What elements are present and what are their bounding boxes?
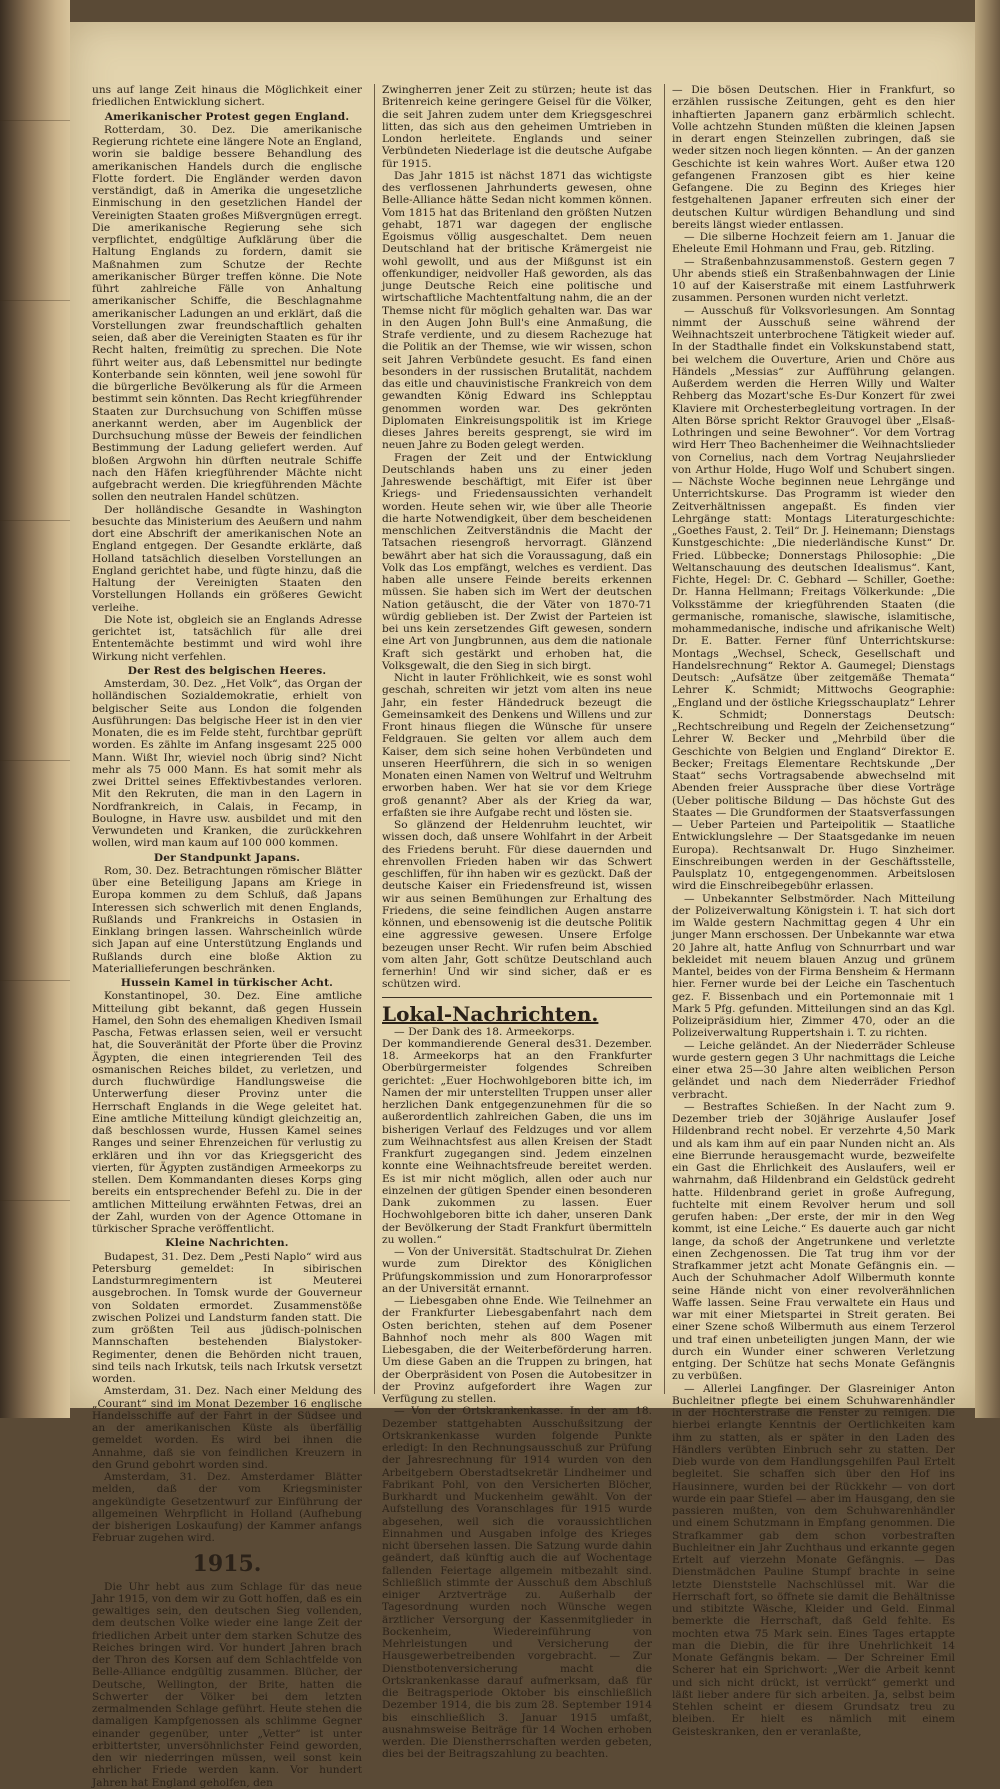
article-paragraph: — Straßenbahnzusammenstoß. Gestern gegen 7 Uhr abends stieß ein Straßenbahnwagen der Linie 10 auf der Kaiserstraße mit einem Lastfuhrwerk zusammen. Personen wurden nicht verletzt. <box>672 255 955 305</box>
article-heading: Der Rest des belgischen Heeres. <box>127 664 327 677</box>
column-divider <box>374 84 375 1394</box>
article-paragraph: Budapest, 31. Dez. Dem „Pesti Naplo“ wird aus Petersburg gemeldet: In sibirischen Landsturmregimentern ist Meuterei ausgebrochen. In Tomsk wurde der Gouverneur von Soldaten ermordet. Zusammenstöße zwischen Polizei und Landsturm fanden statt. Die zum größten Teil aus jüdisch-polnischen Mannschaften bestehenden Bialystoker-Regimenter, denen die Behörden nicht trauen, sind teils nach Irkutsk, teils nach Irkutsk versetzt worden. <box>92 1250 362 1385</box>
article-paragraph: Die Uhr hebt aus zum Schlage für das neue Jahr 1915, von dem wir zu Gott hoffen, daß es ein gewaltiges sein, den deutschen Sieg vollenden, dem deutschen Volke wieder eine lange Zeit der friedlichen Arbeit unter dem starken Schutze des Reiches bringen wird. Vor hundert Jahren brach der Thron des Korsen auf dem Schlachtfelde von Belle-Alliance endgültig zusammen. Blücher, der Deutsche, Wellington, der Brite, hatten die Schwerter der Völker bei dem letzten zermalmenden Schlage geführt. Heute stehen die damaligen Kampfgenossen als schlimme Gegner einander gegenüber, unter „Vetter“ ist unter erbittertster, unversöhnlichster Feind geworden, den wir niederringen müssen, weil sonst kein ehrlicher Friede werden kann. Vor hundert Jahren hat England geholfen, den <box>92 1580 362 1789</box>
article-paragraph: Konstantinopel, 30. Dez. Eine amtliche Mitteilung gibt bekannt, daß gegen Hussein Hamel, den Sohn des ehemaligen Khediven Ismail Pascha, Fetwas erlassen seien, weil er versucht hat, die Souveränität der Pforte über die Provinz Ägypten, die einen integrierenden Teil des osmanischen Reiches bildet, zu verletzen, und durch fluchwürdige Handlungsweise die Unterwerfung dieser Provinz unter die Herrschaft Englands in die Wege geleitet hat. Eine amtliche Mitteilung kündigt gleichzeitig an, daß beschlossen wurde, Hussen Kamel seines Ranges und seiner Ehrenzeichen für verlustig zu erklären und ihn vor das Kriegsgericht des vierten, für Ägypten zuständigen Armeekorps zu stellen. Dem Kommandanten dieses Korps ging bereits ein entsprechender Befehl zu. Die in der amtlichen Mitteilung erwähnten Fetwas, drei an der Zahl, wurden von der Agence Ottomane in türkischer Sprache veröffentlicht. <box>92 990 362 1235</box>
article-paragraph: — Von der Ortskrankenkasse. In der am 18. Dezember stattgehabten Ausschußsitzung der Ortskrankenkasse wurden folgende Punkte erledigt: In den Rechnungsausschuß zur Prüfung der Jahresrechnung für 1914 wurden von den Arbeitgebern Oberstadtsekretär Lindheimer und Fabrikant Pohl, von den Versicherten Blöcher, Burkhardt und Muckenheim gewählt. Von der Aufstellung des Voranschlages für 1915 wurde abgesehen, weil sich die voraussichtlichen Einnahmen und Ausgaben infolge des Krieges nicht übersehen lassen. Die Satzung wurde dahin geändert, daß künftig auch die auf Wochentage fallenden Feiertage allgemein mitbezahlt sind. Schließlich stimmte der Ausschuß dem Abschluß einiger Arztverträge zu. Außerhalb der Tagesordnung wurden noch Wünsche wegen ärztlicher Versorgung der Kassenmitglieder in Bockenheim, Wiedereinführung von Mehrleistungen und Versicherung der Hausgewerbetreibenden vorgebracht. — Zur Dienstbotenversicherung macht die Ortskrankenkasse darauf aufmerksam, daß für die Beitragsperiode Oktober bis einschließlich Dezember 1914, die bis zum 28. September 1914 bis einschließlich 3. Januar 1915 umfaßt, ausnahmsweise Beiträge für 14 Wochen erhoben werden. Die Dienstherrschaften werden gebeten, dies bei der Beitragszahlung zu beachten. <box>382 1405 652 1761</box>
article-heading: Hussein Kamel in türkischer Acht. <box>120 977 334 989</box>
column-3 <box>672 84 955 1738</box>
article-paragraph: Amsterdam, 31. Dez. Nach einer Meldung des „Courant“ sind im Monat Dezember 16 englische Handelsschiffe auf der Fahrt in der Südsee und an der amerikanischen Küste als überfällig gemeldet worden. Es wird bei ihnen die Annahme, daß sie von feindlichen Kreuzern in den Grund gebohrt worden sind. <box>92 1385 362 1471</box>
article-paragraph: Nicht in lauter Fröhlichkeit, wie es sonst wohl geschah, schreiten wir jetzt vom alten ins neue Jahr, ein fester Händedruck bezeugt die Gemeinsamkeit des Denkens und Willens und zur Front hinaus fliegen die Wünsche für unsere Feldgrauen. Sie gelten vor allem auch dem Kaiser, dem sich seine hohen Verbündeten und unseren Heerführern, die sich in so wenigen Monaten einen Namen von Weltruf und Weltruhm erworben haben. Wer hat sie vor dem Kriege groß genannt? Aber als der Krieg da war, erfaßten sie ihre Aufgabe recht und lösten sie. <box>382 672 652 819</box>
article-paragraph: Rom, 30. Dez. Betrachtungen römischer Blätter über eine Beteiligung Japans am Kriege in Europa kommen zu dem Schluß, daß Japans Interessen sich schwerlich mit denen Englands, Rußlands und Frankreichs in Ostasien in Einklang bringen lassen. Wahrscheinlich würde sich Japan auf eine Unterstützung Englands und Rußlands durch eine bloße Aktion zu Materiallieferungen beschränken. <box>92 864 362 975</box>
article-paragraph: Das Jahr 1815 ist nächst 1871 das wichtigste des verflossenen Jahrhunderts gewesen, ohne Belle-Alliance hätte Sedan nicht kommen können. Vom 1815 hat das Britenland den größten Nutzen gehabt, 1871 war dagegen der englische Egoismus völlig ausgeschaltet. Dem neuen Deutschland hat der britische Krämergeist nie wohl gewollt, und aus der Mißgunst ist ein offenkundiger, neidvoller Haß geworden, als das junge Deutsche Reich eine politische und wirtschaftliche Machtentfaltung nahm, die an der Themse nicht für möglich gehalten war. Das war in den Augen John Bull's eine Anmaßung, die Strafe verdiente, und zu diesem Rachezuge hat die Politik an der Themse, wie wir wissen, schon seit Jahren Verbündete gesucht. Es fand einen besonders in der russischen Brutalität, nachdem das eitle und chauvinistische Frankreich von dem gewandten König Edward ins Schlepptau genommen worden war. Des gekrönten Diplomaten Einkreisungspolitik ist im Kriege dieses Jahres bereits gesprengt, sie wird im neuen Jahre zu Boden gelegt werden. <box>382 169 652 452</box>
article-paragraph: — Von der Universität. Stadtschulrat Dr. Ziehen wurde zum Direktor des Königlichen Prüfungskommission und zum Honorarprofessor an der Universität ernannt. <box>382 1246 652 1295</box>
article-paragraph: — Ausschuß für Volksvorlesungen. Am Sonntag nimmt der Ausschuß seine während der Weihnachtszeit unterbrochene Tätigkeit wieder auf. In der Stadthalle findet ein Volkskunstabend statt, bei welchem die Ouverture, Arien und Chöre aus Händels „Messias“ zur Aufführung gelangen. Außerdem werden die Herren Willy und Walter Rehberg das Mozart'sche Es-Dur Konzert für zwei Klaviere mit Orchesterbegleitung vortragen. In der Alten Börse spricht Rektor Grauvogel über „Elsaß-Lothringen und seine Bewohner“. Vor dem Vortrag wird Herr Theo Bachenheimer die Weihnachtslieder von Cornelius, nach dem Vortrag Neujahrslieder von Arthur Holde, Hugo Wolf und Schubert singen. — Nächste Woche beginnen neue Lehrgänge und Unterrichtskurse. Das Programm ist wieder den Zeitverhältnissen angepaßt. Es finden vier Lehrgänge statt: Montags Literaturgeschichte: „Goethes Faust, 2. Teil“ Dr. J. Heinemann; Dienstags Kunstgeschichte: „Die niederländische Kunst“ Dr. Fried. Lübbecke; Donnerstags Philosophie: „Die Weltanschauung des deutschen Idealismus“. Kant, Fichte, Hegel: Dr. C. Gebhard — Schiller, Goethe: Dr. Hanna Hellmann; Freitags Völkerkunde: „Die Volksstämme der kriegführenden Staaten (die germanische, romanische, slawische, islamitische, mohammedanische, indische und afrikanische Welt) Dr. E. Batter. Ferner fünf Unterrichtskurse: Montags „Wechsel, Scheck, Gesellschaft und Handelsrechnung“ Rektor A. Gaumegel; Dienstags Deutsch: „Aufsätze über zeitgemäße Themata“ Lehrer K. Schmidt; Mittwochs Geographie: „England und der östliche Kriegsschauplatz“ Lehrer K. Schmidt; Donnerstags Deutsch: „Rechtschreibung und Regeln der Zeichensetzung“ Lehrer W. Becker und „Mehrbild über die Geschichte von Belgien und England“ Direktor E. Becker; Freitags Elementare Rechtskunde „Der Staat“ sechs Vortragsabende abwechselnd mit Abenden freier Aussprache über diese Vorträge (Ueber politische Bildung — Das höchste Gut des Staates — Die Grundformen der Staatsverfassungen — Ueber Parteien und Parteipolitik — Staatliche Entwicklungslehre — Der Staatsgedanke im neuen Europa). Rechtsanwalt Dr. Hugo Sinzheimer. Einschreibungen werden in der Geschäftsstelle, Paulsplatz 10, entgegengenommen. Arbeitslosen wird die Einschreibegebühr erlassen. <box>672 304 955 893</box>
newspaper-page <box>70 22 975 1789</box>
column-2 <box>382 84 652 1761</box>
article-paragraph: uns auf lange Zeit hinaus die Möglichkeit einer friedlichen Entwicklung sichert. <box>92 84 362 109</box>
column-1 <box>92 84 362 1789</box>
article-paragraph: — Der Dank des 18. Armeekorps. Der kommandierende General des 18. Armeekorps hat an den Frankfurter Oberbürgermeister folgendes Schreiben gerichtet: „Euer Hochwohlgeboren bitte ich, im Namen der mir unterstellten Truppen unser aller herzlichen Dank entgegenzunehmen für die so außerordentlich zahlreichen Gaben, die uns im bisherigen Verlauf des Feldzuges und vor allem zum Weihnachtsfest aus allen Kreisen der Stadt Frankfurt zugegangen sind. Jedem einzelnen konnte eine Weihnachtsfreude bereitet werden. Es ist mir nicht möglich, allen oder auch nur einzelnen der gütigen Spender einen besonderen Dank zukommen zu lassen. Euer Hochwohlgeboren bitte ich daher, unseren Dank der Bevölkerung der Stadt Frankfurt übermitteln zu wollen.“ <box>382 1025 652 1246</box>
article-heading: Amerikanischer Protest gegen England. <box>104 110 350 123</box>
article-paragraph: — Die silberne Hochzeit feiern am 1. Januar die Eheleute Emil Hohmann und Frau, geb. Ritzling. <box>672 231 955 256</box>
page-fold-shadow <box>975 0 1000 1418</box>
local-news-date: 31. Dezember. <box>574 1037 652 1050</box>
book-binding <box>0 0 70 1418</box>
article-paragraph: — Bestraftes Schießen. In der Nacht zum 9. Dezember trieb der 30jährige Auslaufer Josef Hildenbrand recht nobel. Er verzehrte 4,50 Mark und als kam ihm auf ein paar Nunden nicht an. Als eine Bierrunde herausgemacht wurde, bezweifelte ein Gast die Ehrlichkeit des Auslaufers, weil er wahrnahm, daß Hildenbrand ein Geldstück gedreht hatte. Hildenbrand geriet in große Aufregung, fuchtelte mit einem Revolver herum und soll gerufen haben: „Der erste, der mir in den Weg kommt, ist eine Leiche.“ Es dauerte auch gar nicht lange, da schoß der Angetrunkene und verletzte einen Zechgenossen. Die Tat trug ihm vor der Strafkammer jetzt acht Monate Gefängnis ein. — Auch der Schuhmacher Adolf Wilbermuth konnte seine Hände nicht von einer revolverähnlichen Waffe lassen. Seine Frau verwaltete ein Haus und war mit einer Mietspartei in Streit geraten. Bei einer Szene schoß Wilbermuth aus einem Terzerol und traf einen unbeteiligten jungen Mann, der wie durch ein Wunder einer schweren Verletzung entging. Der Schütze hat sechs Monate Gefängnis zu verbüßen. <box>672 1100 955 1383</box>
article-paragraph: Amsterdam, 30. Dez. „Het Volk“, das Organ der holländischen Sozialdemokratie, erhielt von belgischer Seite aus London die folgenden Ausführungen: Das belgische Heer ist in den vier Monaten, die es im Felde steht, furchtbar geprüft worden. Es zählte im Anfang insgesamt 225 000 Mann. Wißt Ihr, wieviel noch übrig sind? Nicht mehr als 75 000 Mann. Es hat somit mehr als zwei Drittel seines Effektivbestandes verloren. Mit den Rekruten, die man in den Lagern in Nordfrankreich, in Calais, in Fecamp, in Boulogne, in Havre usw. ausbildet und mit den Verwundeten und Kranken, die zurückkehren wollen, wird man kaum auf 100 000 kommen. <box>92 678 362 850</box>
article-paragraph: — Die bösen Deutschen. Hier in Frankfurt, so erzählen russische Zeitungen, geht es den hier inhaftierten Japanern ganz erbärmlich schlecht. Volle achtzehn Stunden müßten die kleinen Japsen in derart engen Steinzellen zubringen, daß sie weder sitzen noch liegen könnten. — An der ganzen Geschichte ist kein wahres Wort. Außer etwa 120 gefangenen Franzosen gibt es hier keine Gefangene. Die zu Beginn des Krieges hier festgehaltenen Japaner erfreuten sich einer der deutschen Kultur würdigen Behandlung und sind bereits längst wieder entlassen. <box>672 84 955 231</box>
local-news-title: Lokal-Nachrichten. <box>382 1001 599 1026</box>
article-paragraph: Rotterdam, 30. Dez. Die amerikanische Regierung richtete eine längere Note an England, worin sie baldige bessere Behandlung des amerikanischen Handels durch die englische Flotte fordert. Die Engländer werden davon verständigt, daß in Amerika die ungesetzliche Einmischung in den gesetzlichen Handel der Vereinigten Staaten großes Mißvergnügen erregt. Die amerikanische Regierung sehe sich verpflichtet, endgültige Aufklärung über die Haltung Englands zu fordern, damit sie Maßnahmen zum Schutze der Rechte amerikanischer Bürger treffen könne. Die Note führt zahlreiche Fälle von Anhaltung amerikanischer Schiffe, die Beschlagnahme amerikanischer Ladungen an und erklärt, daß die Vorstellungen zwar freundschaftlich gehalten seien, daß aber die Vereinigten Staaten es für ihr Recht halten, freimütig zu sprechen. Die Note führt weiter aus, daß Lebensmittel nur bedingte Konterbande sein könnten, weil jene sowohl für die bürgerliche Bevölkerung als für die Armeen bestimmt sein könnten. Das Recht kriegführender Staaten zur Durchsuchung von Schiffen müsse anerkannt werden, aber im Augenblick der Durchsuchung müsse der Beweis der feindlichen Bestimmung der Ladung geliefert werden. Auf bloßen Argwohn hin dürften neutrale Schiffe nach den Häfen kriegführender Mächte nicht aufgebracht werden. Die kriegführenden Mächte sollen den neutralen Handel schützen. <box>92 123 362 504</box>
article-paragraph: Der holländische Gesandte in Washington besuchte das Ministerium des Aeußern und nahm dort eine Abschrift der amerikanischen Note an England entgegen. Der Gesandte erklärte, daß Holland tatsächlich dieselben Vorstellungen an England gerichtet habe, und fügte hinzu, daß die Haltung der Vereinigten Staaten den Vorstellungen Hollands ein größeres Gewicht verleihe. <box>92 503 362 614</box>
article-paragraph: Amsterdam, 31. Dez. Amsterdamer Blätter melden, daß der vom Kriegsminister angekündigte Gesetzentwurf zur Einführung der allgemeinen Wehrpflicht in Holland (Aufhebung der bisherigen Loskaufung) der Kammer anfangs Februar zugehen wird. <box>92 1471 362 1545</box>
article-paragraph: Fragen der Zeit und der Entwicklung Deutschlands haben uns zu einer jeden Jahreswende beschäftigt, mit Eifer ist über Kriegs- und Friedensaussichten verhandelt worden. Heute sehen wir, wie über alle Theorie die harte Notwendigkeit, über dem bescheidenen menschlichen Zeitverständnis die Macht der Tatsachen riesengroß hervorragt. Glänzend bewährt aber hat sich die Voraussagung, daß ein Volk das Los empfängt, welches es verdient. Das haben alle unsere Feinde bereits erkennen müssen. Sie haben sich im Wert der deutschen Nation getäuscht, die der Väter von 1870-71 würdig geblieben ist. Der Zwist der Parteien ist bei uns kein zersetzendes Gift gewesen, sondern eine Art von Jungbrunnen, aus dem die nationale Kraft sich gestärkt und erhoben hat, die Volksgewalt, die den Sieg in sich birgt. <box>382 451 652 672</box>
article-paragraph: Zwingherren jener Zeit zu stürzen; heute ist das Britenreich keine geringere Geisel für die Völker, die seit Jahren zudem unter dem Kriegsgeschrei litten, das sich aus den geheimen Umtrieben in London herleitete. Englands und seiner Verbündeten Niederlage ist die deutsche Aufgabe für 1915. <box>382 84 652 170</box>
article-heading: Der Standpunkt Japans. <box>153 851 301 864</box>
article-paragraph: — Leiche geländet. An der Niederräder Schleuse wurde gestern gegen 3 Uhr nachmittags die Leiche einer etwa 25—30 Jahre alten weiblichen Person geländet und nach dem Niederräder Friedhof verbracht. <box>672 1039 955 1101</box>
article-paragraph: — Liebesgaben ohne Ende. Wie Teilnehmer an der Frankfurter Liebesgabenfahrt nach dem Osten berichten, stehen auf dem Posener Bahnhof noch mehr als 800 Wagen mit Liebesgaben, die der Weiterbeförderung harren. Um diese Gaben an die Truppen zu bringen, hat der Oberpräsident von Posen die Autobesitzer in der Provinz aufgefordert ihre Wagen zur Verfügung zu stellen. <box>382 1295 652 1405</box>
local-news-header <box>382 997 652 1050</box>
article-paragraph: — Unbekannter Selbstmörder. Nach Mitteilung der Polizeiverwaltung Königstein i. T. hat sich dort im Walde gestern Nachmittag gegen 4 Uhr ein junger Mann erschossen. Der Unbekannte war etwa 20 Jahre alt, hatte Anflug von Schnurrbart und war bekleidet mit neuem blauen Anzug und grünem Mantel, beides von der Firma Bensheim & Hermann hier. Ferner wurde bei der Leiche ein Taschentuch gez. F. Bissenbach und ein Portemonnaie mit 1 Mark 5 Pfg. gefunden. Mitteilungen sind an das Kgl. Polizeipräsidium hier, Zimmer 470, oder an die Polizeiverwaltung Ruppertshain i. T. zu richten. <box>672 892 955 1040</box>
article-paragraph: So glänzend der Heldenruhm leuchtet, wir wissen doch, daß unsere Wohlfahrt in der Arbeit des Friedens beruht. Für diese dauernden und ehrenvollen Frieden haben wir das Schwert geschliffen, für ihn haben wir es gezückt. Daß der deutsche Kaiser ein Friedensfreund ist, wissen wir aus seinen Bemühungen zur Erhaltung des Friedens, die seine feindlichen Augen anstarre können, und ebensowenig ist die deutsche Politik eine aggressive gewesen. Unsere Erfolge bezeugen unser Recht. Wir rufen beim Abschied vom alten Jahr, Gott schütze Deutschland auch fernerhin! Und wir sind sicher, daß er es schützen wird. <box>382 819 652 991</box>
article-paragraph: — Allerlei Langfinger. Der Glasreiniger Anton Buchleitner pflegte bei einem Schuhwarenhändler in der Höchterstraße die Fenster zu reinigen. Die hierbei erlangte Kenntnis der Oertlichkeiten kam ihm zu statten, als er später in den Laden des Händlers verübten Einbruch sehr zu statten. Der Dieb wurde von dem Handlungsgehilfen Paul Ertelt begleitet. Sie schaffen sich über den Hof ins Hausinnere, wurden bei der Rückkehr — von dort wurde ein paar Stiefel — aber im Hausgang, den sie passieren mußten, von dem Schuhwarenhändler und einem Schutzmann in Empfang genommen. Die Strafkammer gab dem schon vorbestraften Buchleitner ein Jahr Zuchthaus und erkannte gegen Ertelt auf vierzehn Monate Gefängnis. — Das Dienstmädchen Pauline Stumpf brachte in seine letzte Dienststelle Nachschlüssel mit. War die Herrschaft fort, so öffnete sie damit die Behältnisse und stibitzte Wäsche, Kleider und Geld. Einmal bemerkte die Herrschaft, daß Geld fehlte. Es mochten etwa 75 Mark sein. Eines Tages ertappte man die Diebin, die für ihre Unehrlichkeit 14 Monate Gefängnis bekam. — Der Schreiner Emil Scherer hat ein Sprichwort: „Wer die Arbeit kennt und sich nicht drückt, ist verrückt“ gemerkt und läßt lieber andere für sich arbeiten. Ja, selbst beim Stehlen scheint er diesem Grundsatz treu zu bleiben. Er hielt es nämlich mit einem Geisteskranken, den er veranlaßte, <box>672 1382 955 1738</box>
article-heading: Kleine Nachrichten. <box>165 1237 289 1250</box>
column-divider <box>664 84 665 1394</box>
article-paragraph: Die Note ist, obgleich sie an Englands Adresse gerichtet ist, tatsächlich für alle drei Ententemächte bestimmt und wird wohl ihre Wirkung nicht verfehlen. <box>92 613 362 663</box>
section-title: 1915. <box>192 1550 262 1577</box>
